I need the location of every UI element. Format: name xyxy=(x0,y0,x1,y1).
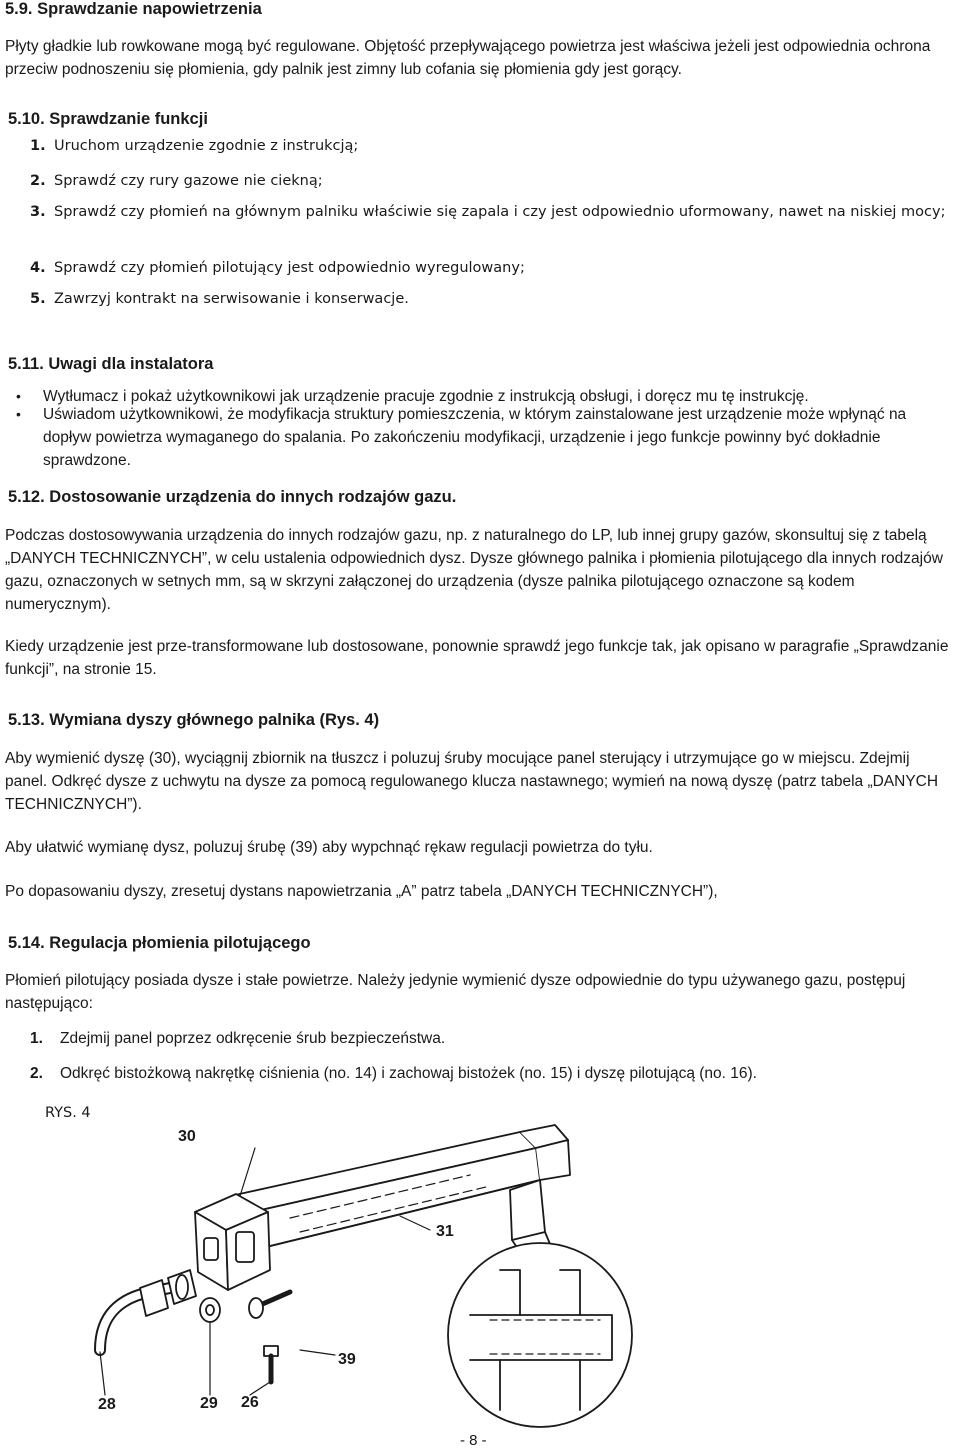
list-item-text: Zdejmij panel poprzez odkręcenie śrub bezpieczeństwa. xyxy=(60,1030,446,1047)
list-item-text: Sprawdź czy płomień pilotujący jest odpowiednio wyregulowany; xyxy=(54,260,525,276)
callout-26: 26 xyxy=(241,1394,259,1411)
list-item-number: 3. xyxy=(30,204,46,220)
list-item-number: 1. xyxy=(30,138,46,154)
callout-29: 29 xyxy=(200,1395,218,1412)
bullet-icon: • xyxy=(16,406,21,422)
figure-label: RYS. 4 xyxy=(45,1105,91,1121)
section-5-9-heading: 5.9. Sprawdzanie napowietrzenia xyxy=(5,0,262,18)
list-item-text: Uświadom użytkownikowi, że modyfikacja struktury pomieszczenia, w którym zainstalowane jest urządzenie może wpłynąć na dopływ powietrza wymaganego do spalania. Po zakończeniu modyfikacji, urządzenie i jego funkcje powinny być dokładnie sprawdzone. xyxy=(43,406,907,469)
section-5-14-paragraph-1: Płomień pilotujący posiada dysze i stałe powietrze. Należy jedynie wymienić dysze odpowiednie do typu używanego gazu, postępuj następująco: xyxy=(5,972,906,1012)
section-5-11-bullets xyxy=(8,380,953,475)
section-5-10-list xyxy=(30,135,955,315)
callout-31: 31 xyxy=(436,1223,454,1240)
list-item-number: 2. xyxy=(30,1065,43,1082)
section-5-12-paragraph-1: Podczas dostosowywania urządzenia do innych rodzajów gazu, np. z naturalnego do LP, lub innej grupy gazów, skonsultuj się z tabelą „DANYCH TECHNICZNYCH”, w celu ustalenia odpowiednich dysz. Dysze głównego palnika i płomienia pilotującego dla innych rodzajów gazu, oznaczonych w setnych mm, są w skrzyni załączonej do urządzenia (dysze palnika pilotującego oznaczone są kodem numerycznym). xyxy=(5,527,943,613)
list-item-number: 5. xyxy=(30,291,46,307)
section-5-11-heading: 5.11. Uwagi dla instalatora xyxy=(8,355,214,373)
list-item-text: Wytłumacz i pokaż użytkownikowi jak urządzenie pracuje zgodnie z instrukcją obsługi, i doręcz mu tę instrukcję. xyxy=(43,388,809,405)
section-5-9-body: Płyty gładkie lub rowkowane mogą być regulowane. Objętość przepływającego powietrza jest właściwa jeżeli jest odpowiednia ochrona przeciw podnoszeniu się płomienia, gdy palnik jest zimny lub cofania się płomienia gdy jest gorący. xyxy=(5,38,931,78)
list-item-text: Sprawdź czy płomień na głównym palniku właściwie się zapala i czy jest odpowiednio uformowany, nawet na niskiej mocy; xyxy=(54,204,946,220)
list-item-text: Odkręć bistożkową nakrętkę ciśnienia (no. 14) i zachowaj bistożek (no. 15) i dyszę pilotującą (no. 16). xyxy=(60,1065,757,1082)
list-item-number: 1. xyxy=(30,1030,43,1047)
section-5-13-paragraph-1: Aby wymienić dyszę (30), wyciągnij zbiornik na tłuszcz i poluzuj śruby mocujące panel sterujący i utrzymujące go w miejscu. Zdejmij panel. Odkręć dysze z uchwytu na dysze za pomocą regulowanego klucza nastawnego; wymień na nową dyszę (patrz tabela „DANYCH TECHNICZNYCH”). xyxy=(5,750,939,813)
bullet-icon: • xyxy=(16,388,21,404)
callout-30: 30 xyxy=(178,1128,196,1145)
burner-nozzle-diagram xyxy=(0,1120,960,1430)
section-5-10-heading: 5.10. Sprawdzanie funkcji xyxy=(8,110,208,128)
section-5-12-heading: 5.12. Dostosowanie urządzenia do innych rodzajów gazu. xyxy=(8,488,457,506)
section-5-13-paragraph-2: Aby ułatwić wymianę dysz, poluzuj śrubę (39) aby wypchnąć rękaw regulacji powietrza do tyłu. xyxy=(5,839,653,856)
list-item-text: Sprawdź czy rury gazowe nie ciekną; xyxy=(54,173,323,189)
section-5-12-paragraph-2: Kiedy urządzenie jest prze-transformowane lub dostosowane, ponownie sprawdź jego funkcje tak, jak opisano w paragrafie „Sprawdzanie funkcji”, na stronie 15. xyxy=(5,638,949,678)
list-item-number: 2. xyxy=(30,173,46,189)
list-item-text: Uruchom urządzenie zgodnie z instrukcją; xyxy=(54,138,359,154)
section-5-13-paragraph-3: Po dopasowaniu dyszy, zresetuj dystans napowietrzania „A” patrz tabela „DANYCH TECHNICZNYCH”), xyxy=(5,883,718,900)
page-number: - 8 - xyxy=(460,1432,487,1449)
callout-28: 28 xyxy=(98,1396,116,1413)
section-5-14-heading: 5.14. Regulacja płomienia pilotującego xyxy=(8,934,311,952)
section-5-14-list xyxy=(30,1027,955,1087)
list-item-text: Zawrzyj kontrakt na serwisowanie i konserwacje. xyxy=(54,291,409,307)
list-item-number: 4. xyxy=(30,260,46,276)
section-5-13-heading: 5.13. Wymiana dyszy głównego palnika (Rys. 4) xyxy=(8,711,380,729)
callout-39: 39 xyxy=(338,1351,356,1368)
